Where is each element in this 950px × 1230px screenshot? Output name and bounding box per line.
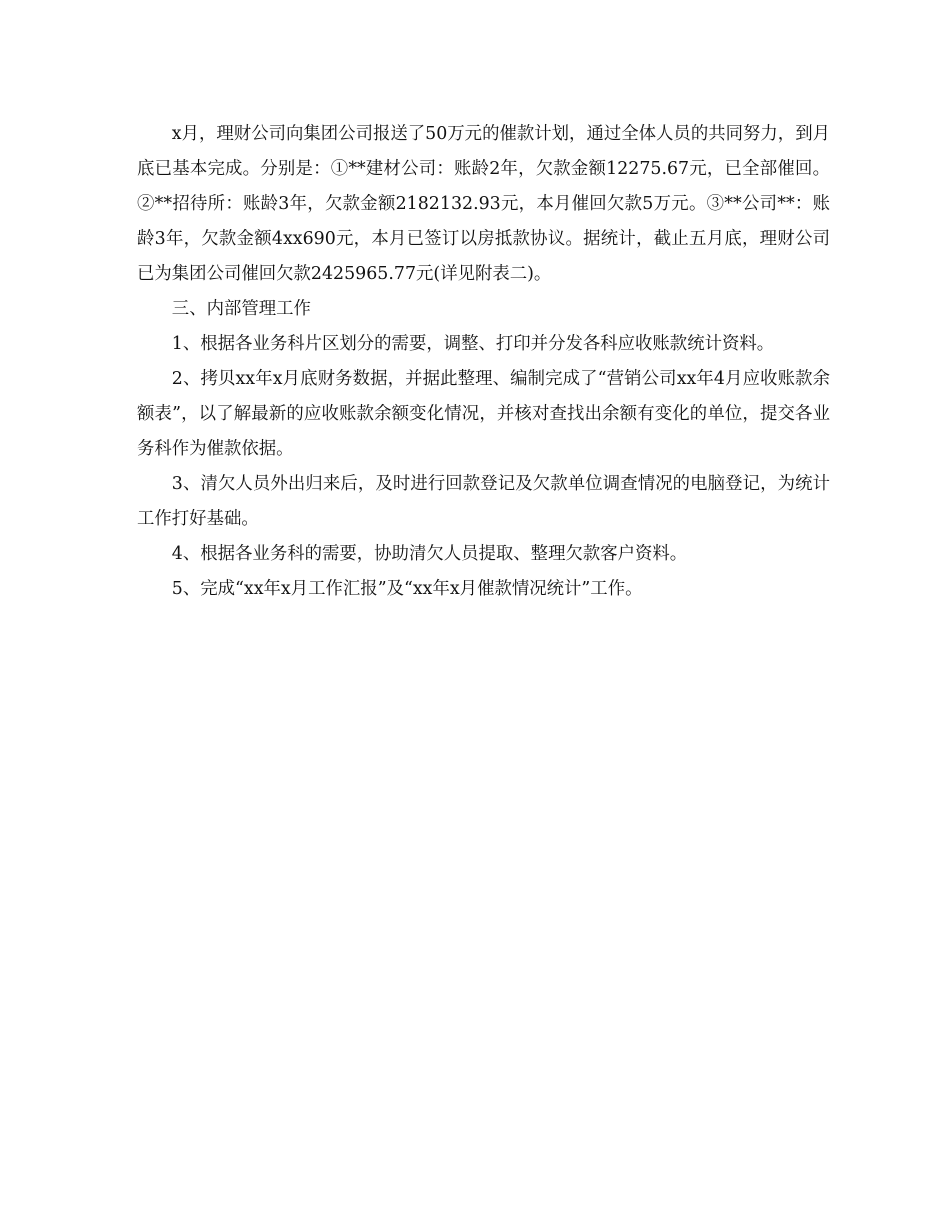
list-item-3: 3、清欠人员外出归来后，及时进行回款登记及欠款单位调查情况的电脑登记，为统计工作打好基础。 [137,474,830,529]
list-item-2: 2、拷贝xx年x月底财务数据，并据此整理、编制完成了“营销公司xx年4月应收账款余额表”，以了解最新的应收账款余额变化情况，并核对查找出余额有变化的单位，提交各业务科作为催款依据。 [137,369,830,459]
list-item-4: 4、根据各业务科的需要，协助清欠人员提取、整理欠款客户资料。 [171,544,688,564]
section-heading-internal-management: 三、内部管理工作 [171,299,311,319]
list-item-5: 5、完成“xx年x月工作汇报”及“xx年x月催款情况统计”工作。 [171,579,643,599]
list-item-1: 1、根据各业务科片区划分的需要，调整、打印并分发各科应收账款统计资料。 [171,334,775,354]
paragraph-collection-summary: x月，理财公司向集团公司报送了50万元的催款计划，通过全体人员的共同努力，到月底已基本完成。分别是：①**建材公司：账龄2年，欠款金额12275.67元，已全部催回。②**招待所：账龄3年，欠款金额2182132.93元，本月催回欠款5万元。③**公司**：账龄3年，欠款金额4xx690元，本月已签订以房抵款协议。据统计，截止五月底，理财公司已为集团公司催回欠款2425965.77元(详见附表二)。 [137,124,830,284]
document-body [137,117,830,607]
